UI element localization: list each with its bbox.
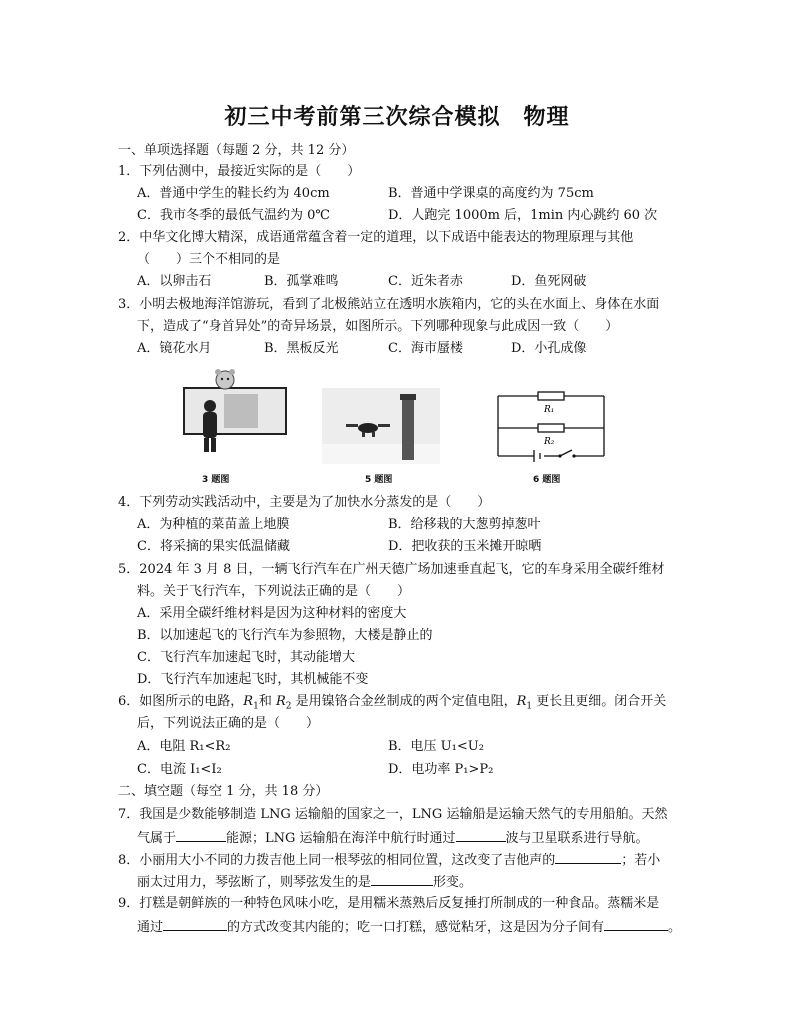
r1-resistor xyxy=(538,392,564,400)
q9-line2 xyxy=(137,917,681,937)
section-1-heading: 一、单项选择题（每题 2 分，共 12 分） xyxy=(118,143,355,158)
q6-r2-sub: 2 xyxy=(285,701,292,712)
q3-option-b: B．黑板反光 xyxy=(264,341,339,356)
q9-line1: 9．打糕是朝鲜族的一种特色风味小吃，是用糯米蒸熟后反复捶打所制成的一种食品。蒸糯米是 xyxy=(118,896,660,911)
q6-text-d: 更长且更细。闭合开关 xyxy=(532,694,667,709)
q7-line1: 7．我国是少数能够制造 LNG 运输船的国家之一，LNG 运输船是运输天然气的专用船舶。天然 xyxy=(118,807,668,822)
q7-line2 xyxy=(137,828,649,848)
r1-label: R₁ xyxy=(544,405,555,415)
fig6-caption: 6 题图 xyxy=(533,475,561,485)
q9-text-c: 。 xyxy=(668,920,682,935)
q5-option-c: C．飞行汽车加速起飞时，其动能增大 xyxy=(137,650,355,665)
q2-stem-line2: （ ）三个不相同的是 xyxy=(137,252,281,267)
q6-r1: R xyxy=(243,694,254,709)
section-2-heading: 二、填空题（每空 1 分，共 18 分） xyxy=(118,784,329,799)
q7-blank-2[interactable] xyxy=(456,828,506,842)
q1-stem: 1．下列估测中，最接近实际的是（ ） xyxy=(118,164,361,179)
q8-text-d: 形变。 xyxy=(433,875,473,890)
q2-option-b: B．孤掌难鸣 xyxy=(264,274,339,289)
q6-text-a: 6．如图所示的电路， xyxy=(118,694,244,709)
q9-text-a: 通过 xyxy=(137,920,164,935)
fig5-caption: 5 题图 xyxy=(365,475,393,485)
q6-option-a: A．电阻 R₁<R₂ xyxy=(137,739,231,754)
q4-option-a: A．为种植的菜苗盖上地膜 xyxy=(137,517,290,532)
q6-r1-again: R xyxy=(516,694,527,709)
q8-line1 xyxy=(118,850,660,870)
q6-stem-line1 xyxy=(118,693,666,716)
q4-option-b: B．给移栽的大葱剪掉葱叶 xyxy=(388,517,541,532)
q4-stem: 4．下列劳动实践活动中，主要是为了加快水分蒸发的是（ ） xyxy=(118,495,491,510)
q2-option-a: A．以卵击石 xyxy=(137,274,212,289)
q5-stem-line2: 料。关于飞行汽车，下列说法正确的是（ ） xyxy=(137,584,411,599)
q7-blank-1[interactable] xyxy=(176,828,226,842)
q8-text-a: 8．小丽用大小不同的力拨吉他上同一根琴弦的相同位置，这改变了吉他声的 xyxy=(118,853,556,868)
q2-option-c: C．近朱者赤 xyxy=(388,274,463,289)
q3-option-d: D．小孔成像 xyxy=(511,341,587,356)
q6-stem-line2: 后，下列说法正确的是（ ） xyxy=(137,716,320,731)
q3-stem-line2: 下，造成了“身首异处”的奇异场景，如图所示。下列哪种现象与此成因一致（ ） xyxy=(137,319,619,334)
q6-text-b: 和 xyxy=(258,694,276,709)
q9-blank-1[interactable] xyxy=(163,917,227,931)
q2-stem-line1: 2．中华文化博大精深，成语通常蕴含着一定的道理，以下成语中能表达的物理原理与其他 xyxy=(118,230,634,245)
q7-text-b: 能源；LNG 运输船在海洋中航行时通过 xyxy=(226,831,456,846)
fig6-circuit-diagram xyxy=(494,388,608,464)
fig5-flying-car-image xyxy=(322,388,440,464)
q6-option-c: C．电流 I₁<I₂ xyxy=(137,762,222,777)
q8-text-c: 丽太过用力，琴弦断了，则琴弦发生的是 xyxy=(137,875,372,890)
q9-blank-2[interactable] xyxy=(604,917,668,931)
q5-stem-line1: 5．2024 年 3 月 8 日，一辆飞行汽车在广州天德广场加速垂直起飞，它的车身采用全碳纤维材 xyxy=(118,562,665,577)
q8-blank-2[interactable] xyxy=(371,872,433,886)
q6-option-b: B．电压 U₁<U₂ xyxy=(388,739,484,754)
q6-r2: R xyxy=(275,694,286,709)
r2-resistor xyxy=(538,424,564,432)
q1-option-a: A．普通中学生的鞋长约为 40cm xyxy=(137,186,330,201)
fig3-aquarium-image xyxy=(180,366,290,466)
q5-option-b: B．以加速起飞的飞行汽车为参照物，大楼是静止的 xyxy=(137,628,433,643)
q1-option-d: D．人跑完 1000m 后，1min 内心跳约 60 次 xyxy=(388,208,658,223)
q1-option-c: C．我市冬季的最低气温约为 0℃ xyxy=(137,208,330,223)
q3-stem-line1: 3．小明去极地海洋馆游玩，看到了北极熊站立在透明水族箱内，它的头在水面上、身体在水面 xyxy=(118,297,660,312)
q4-option-d: D．把收获的玉米摊开晾晒 xyxy=(388,539,542,554)
q3-option-c: C．海市蜃楼 xyxy=(388,341,463,356)
q2-option-d: D．鱼死网破 xyxy=(511,274,587,289)
q8-text-b: ；若小 xyxy=(621,853,661,868)
q6-r1-sub-again: 1 xyxy=(526,701,533,712)
q9-text-b: 的方式改变其内能的；吃一口打糕，感觉粘牙，这是因为分子间有 xyxy=(227,920,605,935)
q8-blank-1[interactable] xyxy=(555,850,621,864)
q5-option-d: D．飞行汽车加速起飞时，其机械能不变 xyxy=(137,672,369,687)
q5-option-a: A．采用全碳纤维材料是因为这种材料的密度大 xyxy=(137,606,407,621)
q6-r1-sub: 1 xyxy=(253,701,259,712)
q3-option-a: A．镜花水月 xyxy=(137,341,212,356)
q1-option-b: B．普通中学课桌的高度约为 75cm xyxy=(388,186,594,201)
q7-text-c: 波与卫星联系进行导航。 xyxy=(505,831,649,846)
q4-option-c: C．将采摘的果实低温储藏 xyxy=(137,539,290,554)
q7-text-a: 气属于 xyxy=(137,831,177,846)
q6-text-c: 是用镍铬合金丝制成的两个定值电阻， xyxy=(291,694,517,709)
q6-option-d: D．电功率 P₁>P₂ xyxy=(388,762,494,777)
exam-title: 初三中考前第三次综合模拟 物理 xyxy=(224,104,570,130)
q8-line2 xyxy=(137,872,472,892)
fig3-caption: 3 题图 xyxy=(202,475,230,485)
r2-label: R₂ xyxy=(544,437,555,447)
